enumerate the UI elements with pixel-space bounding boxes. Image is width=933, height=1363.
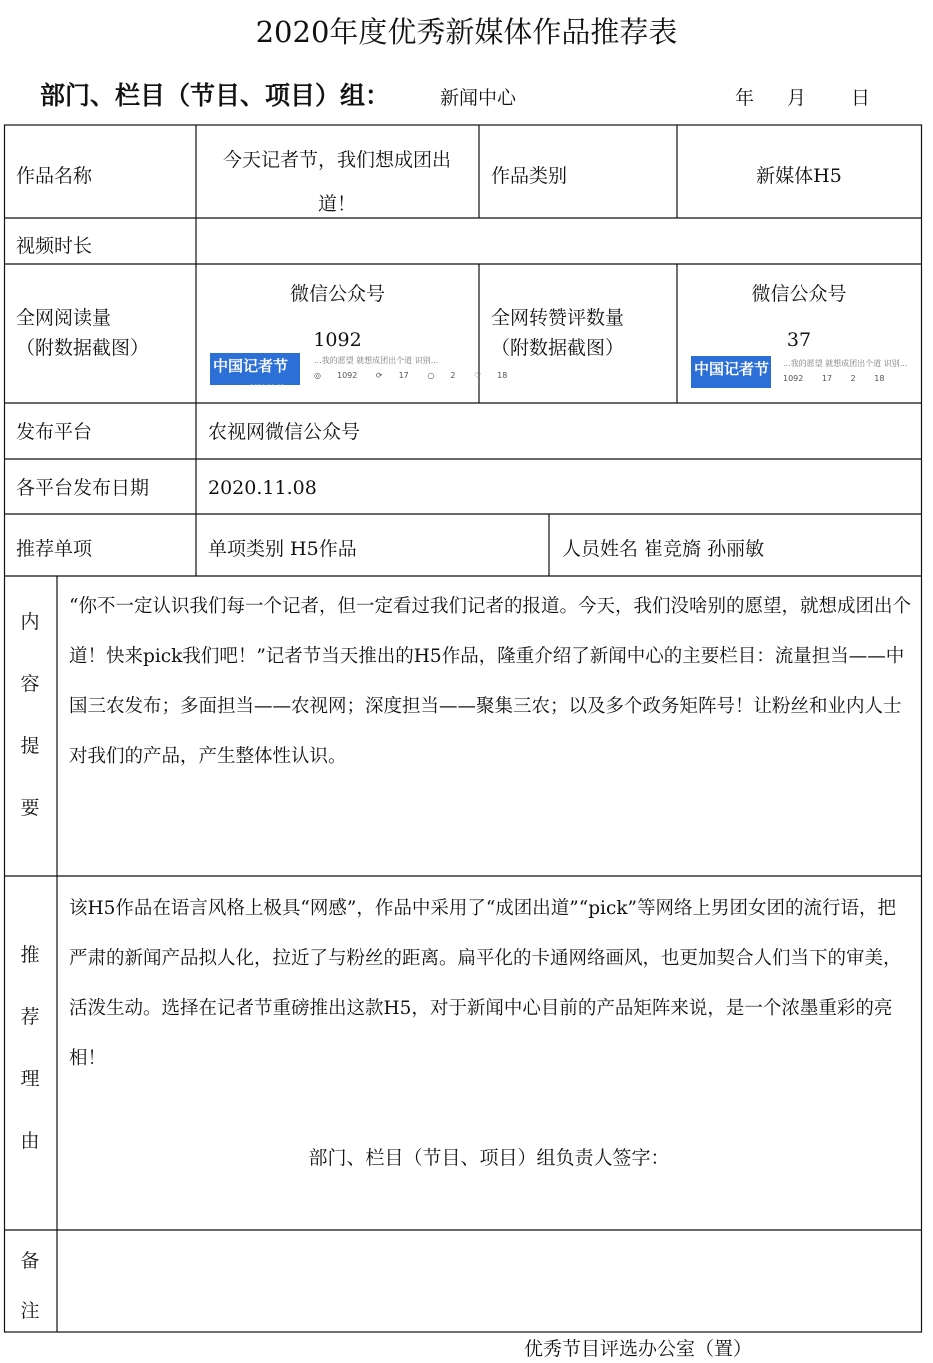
screenshot-caption: ...我的愿望 就想成团出个道 识别... (314, 356, 439, 365)
summary-label-char: 要 (20, 797, 40, 819)
shares-count: 17 (821, 374, 833, 383)
banner-text: 中国记者节 (694, 360, 770, 378)
shares-label-line1: 全网转赞评数量 (491, 307, 625, 329)
day-label: 日 (851, 87, 871, 109)
banner-sub: 2020.11.08 (250, 384, 285, 391)
page-title: 2020年度优秀新媒体作品推荐表 (255, 15, 678, 49)
item-category: 单项类别 H5作品 (208, 538, 357, 560)
shares-count: 17 (398, 371, 409, 380)
persons: 人员姓名 崔竞旖 孙丽敏 (562, 538, 765, 560)
footer: 优秀节目评选办公室（置） (524, 1338, 753, 1360)
remarks-label-char: 注 (20, 1300, 40, 1322)
shares-value: 37 (786, 329, 812, 351)
reason-label-char: 理 (20, 1068, 40, 1090)
summary-label (4, 591, 56, 839)
summary-label-char: 内 (20, 611, 40, 633)
video-length-label: 视频时长 (16, 235, 93, 257)
remarks-label (4, 1236, 56, 1336)
likes-count: 18 (497, 371, 508, 380)
screenshot-stats (783, 374, 900, 383)
signature-line: 部门、栏目（节目、项目）组负责人签字： (308, 1147, 670, 1169)
work-name-value: 今天记者节，我们想成团出道！ (222, 149, 451, 215)
eye-icon: ◎ (314, 371, 321, 380)
work-type-label: 作品类别 (491, 165, 568, 187)
remarks-label-char: 备 (20, 1250, 40, 1272)
recommend-item-label: 推荐单项 (16, 538, 93, 560)
summary-label-char: 提 (20, 735, 40, 757)
comment-icon: ○ (427, 371, 435, 380)
year-label: 年 (735, 87, 755, 109)
reason-label (4, 924, 56, 1172)
reason-label-char: 由 (20, 1130, 40, 1152)
reads-value: 1092 (313, 329, 362, 351)
views-count: 1092 (783, 374, 804, 383)
views-count: 1092 (336, 371, 358, 380)
screenshot-caption: ...我的愿望 就想成团出个道 识别... (783, 359, 908, 368)
reads-label-line1: 全网阅读量 (16, 307, 112, 329)
share-icon: ⟳ (375, 371, 383, 380)
banner-image (210, 353, 300, 391)
dept-label: 部门、栏目（节目、项目）组： (40, 81, 391, 110)
reason-label-char: 荐 (20, 1006, 40, 1028)
reason-text: 该H5作品在语言风格上极具“网感”，作品中采用了“成团出道”“pick”等网络上男团女团的流行语，把严肃的新闻产品拟人化，拉近了与粉丝的距离。扁平化的卡通网络画风，也更加契合人们当下的审美，活泼生动。选择在记者节重磅推出这款H5，对于新闻中心目前的产品矩阵来说，是一个浓墨重彩的亮相！ (69, 898, 902, 1069)
reads-label-line2: （附数据截图） (16, 337, 150, 359)
publish-platform-label: 发布平台 (16, 421, 93, 443)
comments-count: 2 (850, 374, 856, 383)
summary-text: “你不一定认识我们每一个记者，但一定看过我们记者的报道。今天，我们没啥别的愿望，就想成团出个道！快来pick我们吧！”记者节当天推出的H5作品，隆重介绍了新闻中心的主要栏目：流量担当——中国三农发布；多面担当——农视网；深度担当——聚集三农；以及多个政务矩阵号！让粉丝和业内人士对我们的产品，产生整体性认识。 (69, 596, 911, 767)
reason-label-char: 推 (20, 944, 40, 966)
banner-image (691, 356, 771, 388)
month-label: 月 (787, 87, 807, 109)
screenshot-stats (314, 371, 523, 380)
publish-platform-value: 农视网微信公众号 (208, 421, 361, 443)
reads-screenshot (210, 353, 508, 391)
shares-platform: 微信公众号 (751, 283, 847, 305)
dept-value: 新闻中心 (440, 87, 517, 109)
summary-label-char: 容 (20, 673, 40, 695)
shares-screenshot (691, 356, 915, 390)
work-type-value: 新媒体H5 (756, 165, 842, 187)
shares-label-line2: （附数据截图） (491, 337, 625, 359)
comments-count: 2 (450, 371, 456, 380)
likes-count: 18 (874, 374, 885, 383)
work-name-label: 作品名称 (16, 165, 93, 187)
publish-date-label: 各平台发布日期 (16, 477, 150, 499)
reads-platform: 微信公众号 (289, 283, 385, 305)
like-icon: ♡ (473, 371, 482, 380)
banner-text: 中国记者节 (213, 357, 289, 375)
publish-date-value: 2020.11.08 (208, 477, 317, 499)
